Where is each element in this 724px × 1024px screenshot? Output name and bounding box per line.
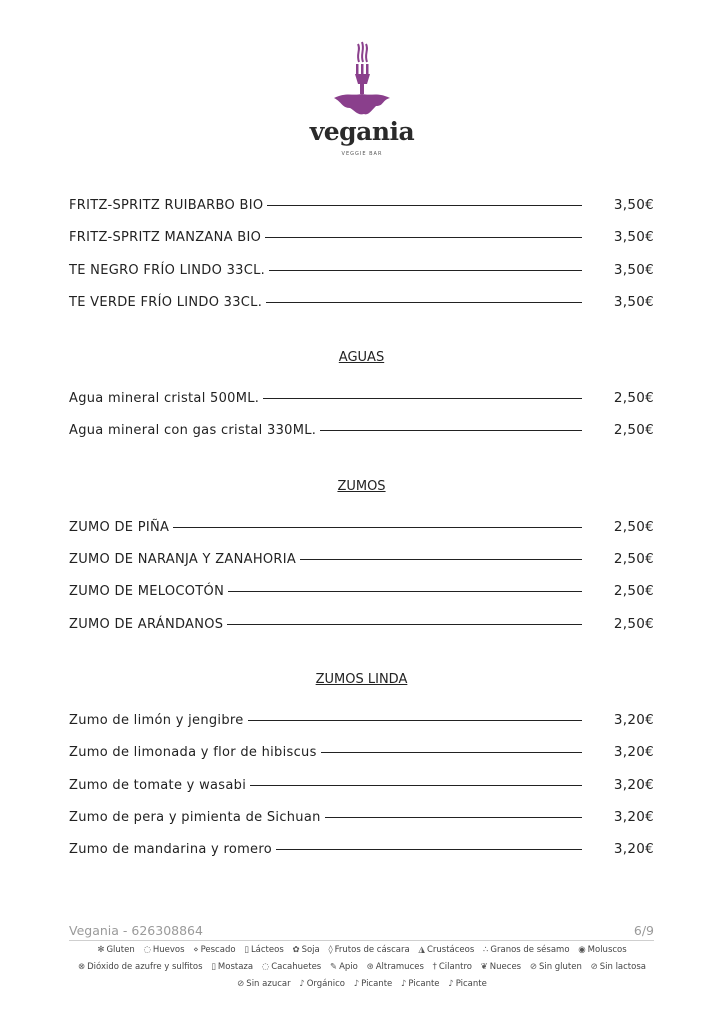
allergen-label: Dióxido de azufre y sulfitos — [87, 962, 203, 972]
item-name: Agua mineral con gas cristal 330ML. — [69, 423, 317, 439]
allergen-label: Granos de sésamo — [490, 945, 570, 955]
allergen-sin-lactosa — [591, 959, 646, 976]
soy-icon: ✿ — [292, 945, 300, 955]
fish-icon: ⋄ — [193, 945, 199, 955]
allergen-label: Huevos — [152, 945, 185, 955]
dotted-leader — [228, 591, 582, 592]
dotted-leader — [320, 430, 582, 431]
fork-plant-icon — [312, 40, 412, 120]
item-name: ZUMO DE PIÑA — [69, 519, 170, 535]
allergen-cacahuetes — [262, 959, 321, 976]
allergen-label: Cilantro — [438, 962, 472, 972]
item-price: 3,50€ — [613, 293, 654, 310]
allergen-label: Cacahuetes — [271, 962, 322, 972]
item-price: 3,50€ — [613, 261, 654, 278]
allergen-nueces — [481, 959, 521, 976]
walnut-icon: ❦ — [480, 962, 488, 972]
dotted-leader — [250, 785, 582, 786]
allergen-sulfitos — [78, 959, 203, 976]
dotted-leader — [248, 720, 582, 721]
allergen-label: Frutos de cáscara — [334, 945, 410, 955]
dotted-leader — [263, 398, 582, 399]
allergen-soja — [292, 942, 319, 959]
allergen-label: Orgánico — [306, 979, 345, 989]
allergen-label: Picante — [408, 979, 440, 989]
gluten-free-icon: ⊘ — [529, 962, 537, 972]
allergen-frutos-cascara — [328, 942, 409, 959]
lactose-free-icon: ⊘ — [590, 962, 598, 972]
item-name: Zumo de mandarina y romero — [69, 842, 272, 858]
allergen-altramuces — [367, 959, 424, 976]
item-name: ZUMO DE MELOCOTÓN — [69, 584, 225, 600]
sugar-free-icon: ⊘ — [237, 979, 245, 989]
allergen-label: Lácteos — [250, 945, 284, 955]
item-name: FRITZ-SPRITZ MANZANA BIO — [69, 230, 262, 246]
section-title-aguas: AGUAS — [338, 350, 385, 366]
allergen-label: Pescado — [200, 945, 236, 955]
menu-item — [69, 262, 654, 294]
menu-item — [69, 422, 654, 454]
brand-name: vegania — [309, 117, 415, 146]
item-price: 3,50€ — [613, 197, 654, 213]
allergen-label: Picante — [455, 979, 487, 989]
allergen-label: Sin gluten — [538, 962, 582, 972]
section-title-zumos: ZUMOS — [337, 478, 386, 494]
peanut-icon: ◌ — [261, 962, 270, 972]
cilantro-icon: † — [432, 962, 437, 972]
item-name: FRITZ-SPRITZ RUIBARBO BIO — [69, 198, 264, 213]
organic-icon: ♪ — [299, 979, 305, 989]
nut-icon: ◊ — [328, 945, 333, 955]
item-name: Zumo de pera y pimienta de Sichuan — [69, 809, 321, 825]
allergen-label: Sin azucar — [246, 979, 291, 989]
item-price: 2,50€ — [613, 422, 654, 439]
allergen-picante-2 — [401, 976, 440, 993]
menu-item — [69, 777, 654, 809]
menu-item — [69, 294, 654, 326]
chili-icon: ♪ — [448, 979, 454, 989]
allergen-label: Picante — [361, 979, 393, 989]
item-price: 3,20€ — [613, 808, 654, 825]
dotted-leader — [265, 237, 582, 238]
mustard-icon: ▯ — [211, 962, 216, 972]
dotted-leader — [325, 817, 582, 818]
item-price: 2,50€ — [613, 390, 654, 407]
page-number: 6/9 — [633, 923, 654, 938]
item-price: 3,20€ — [613, 841, 654, 858]
dotted-leader — [266, 302, 582, 303]
page-footer — [69, 923, 654, 941]
dotted-leader — [269, 270, 582, 271]
brand-tagline: VEGGIE BAR — [341, 151, 383, 157]
dotted-leader — [227, 624, 582, 625]
menu-item — [69, 390, 654, 422]
allergen-moluscos — [578, 942, 626, 959]
item-name: Zumo de tomate y wasabi — [69, 777, 247, 793]
allergen-pescado — [193, 942, 235, 959]
crustacean-icon: ◮ — [418, 945, 425, 955]
allergen-apio — [330, 959, 358, 976]
celery-icon: ✎ — [329, 962, 338, 972]
menu-item — [69, 809, 654, 841]
item-price: 2,50€ — [613, 551, 654, 568]
allergen-mostaza — [211, 959, 253, 976]
item-price: 2,50€ — [613, 518, 654, 535]
allergen-crustaceos — [418, 942, 474, 959]
menu-item — [69, 551, 654, 583]
lupin-icon: ⊛ — [366, 962, 374, 972]
allergen-label: Moluscos — [587, 945, 627, 955]
allergen-huevos — [143, 942, 184, 959]
mollusc-icon: ◉ — [578, 945, 586, 955]
drinks-menu — [69, 197, 654, 873]
item-name: ZUMO DE ARÁNDANOS — [69, 616, 224, 632]
menu-item — [69, 197, 654, 229]
allergen-label: Soja — [301, 945, 320, 955]
chili-icon: ♪ — [400, 979, 407, 989]
item-price: 3,20€ — [613, 711, 654, 728]
allergen-label: Mostaza — [217, 962, 254, 972]
allergen-sin-gluten — [530, 959, 582, 976]
item-name: Agua mineral cristal 500ML. — [69, 391, 260, 407]
item-price: 3,20€ — [613, 744, 654, 761]
section-title-zumos-linda: ZUMOS LINDA — [315, 671, 408, 687]
allergen-gluten — [97, 942, 134, 959]
item-name: Zumo de limonada y flor de hibiscus — [69, 745, 317, 761]
allergen-cilantro — [433, 959, 472, 976]
menu-item — [69, 583, 654, 615]
footer-contact: Vegania - 626308864 — [69, 923, 203, 938]
chili-icon: ♪ — [353, 979, 360, 989]
item-price: 2,50€ — [613, 615, 654, 632]
dotted-leader — [276, 849, 582, 850]
dotted-leader — [321, 752, 582, 753]
item-name: TE NEGRO FRÍO LINDO 33CL. — [69, 262, 266, 278]
menu-item — [69, 841, 654, 873]
dotted-leader — [300, 559, 582, 560]
allergen-label: Crustáceos — [426, 945, 475, 955]
allergen-picante-3 — [448, 976, 487, 993]
allergen-label: Apio — [339, 962, 358, 972]
dotted-leader — [267, 205, 582, 206]
allergen-organico — [299, 976, 345, 993]
allergen-label: Altramuces — [375, 962, 424, 972]
item-price: 2,50€ — [613, 583, 654, 600]
allergen-label: Gluten — [106, 945, 135, 955]
wheat-icon: ✻ — [97, 945, 105, 955]
menu-item — [69, 229, 654, 261]
allergen-sesamo — [483, 942, 570, 959]
allergen-lacteos — [244, 942, 284, 959]
menu-item — [69, 744, 654, 776]
item-price: 3,50€ — [613, 229, 654, 246]
egg-icon: ◌ — [143, 945, 151, 955]
item-price: 3,20€ — [613, 776, 654, 793]
menu-item — [69, 616, 654, 648]
allergen-label: Nueces — [489, 962, 522, 972]
item-name: TE VERDE FRÍO LINDO 33CL. — [69, 294, 263, 310]
item-name: Zumo de limón y jengibre — [69, 712, 244, 728]
dotted-leader — [173, 527, 582, 528]
allergen-label: Sin lactosa — [599, 962, 646, 972]
milk-icon: ▯ — [244, 945, 249, 955]
sulphite-icon: ⊗ — [78, 962, 86, 972]
sesame-icon: ∴ — [482, 945, 489, 955]
item-name: ZUMO DE NARANJA Y ZANAHORIA — [69, 552, 297, 568]
allergen-sin-azucar — [237, 976, 290, 993]
menu-item — [69, 519, 654, 551]
allergen-legend — [30, 942, 694, 993]
allergen-picante-1 — [354, 976, 393, 993]
menu-item — [69, 712, 654, 744]
